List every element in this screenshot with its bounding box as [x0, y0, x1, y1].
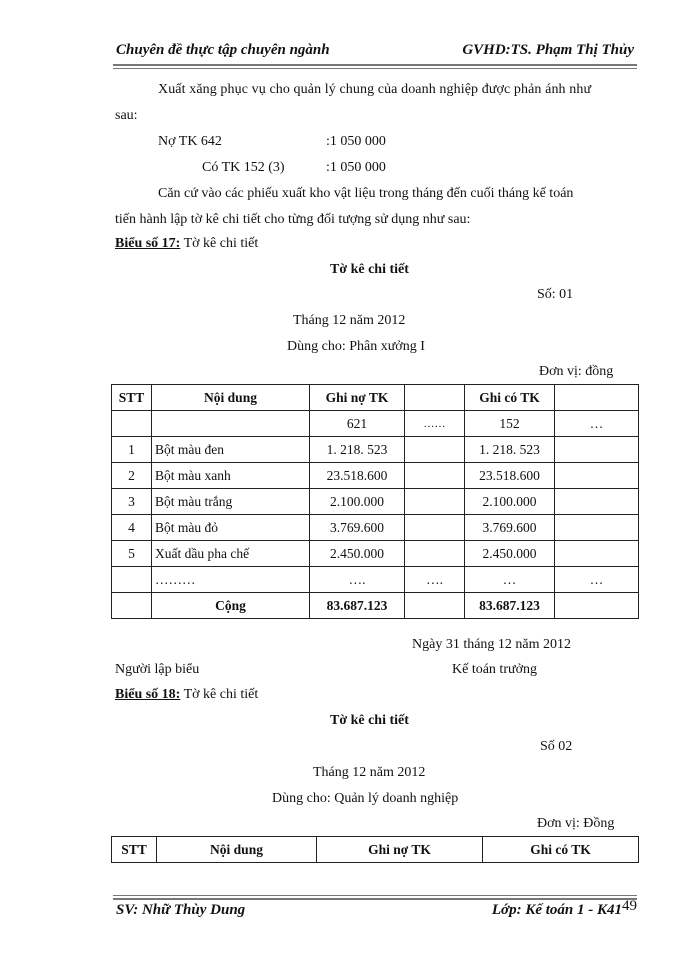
table-row	[112, 489, 639, 515]
table-cell: 2.450.000	[465, 541, 555, 567]
table-cell	[112, 411, 152, 437]
form18-label: Biểu số 18:	[115, 687, 181, 702]
total-label: Cộng	[152, 593, 310, 619]
table-row	[112, 463, 639, 489]
table-row	[112, 515, 639, 541]
total-debit: 83.687.123	[310, 593, 405, 619]
form17-preparer: Người lập biểu	[115, 662, 200, 677]
table-cell: 1	[112, 437, 152, 463]
table-cell: 1. 218. 523	[310, 437, 405, 463]
col-content: Nội dung	[157, 837, 317, 863]
col-credit: Ghi có TK	[483, 837, 639, 863]
table-row	[112, 567, 639, 593]
footer-rule-thick	[113, 898, 637, 900]
form18-month: Tháng 12 năm 2012	[313, 765, 426, 780]
table-cell: 23.518.600	[465, 463, 555, 489]
table-cell	[112, 567, 152, 593]
table-cell	[405, 593, 465, 619]
table-cell: ……	[405, 411, 465, 437]
form18-number: Số 02	[540, 739, 573, 754]
table-cell: 2.100.000	[310, 489, 405, 515]
col-stt: STT	[112, 385, 152, 411]
table-cell	[555, 515, 639, 541]
col-debit: Ghi nợ TK	[310, 385, 405, 411]
form17-number: Số: 01	[537, 287, 574, 302]
table-row	[112, 541, 639, 567]
footer-rule-thin	[113, 895, 637, 896]
form18-caption	[115, 687, 258, 703]
table-cell: 2.450.000	[310, 541, 405, 567]
entry-credit-label: Có TK 152 (3)	[202, 160, 285, 175]
form17-table	[111, 384, 639, 619]
table-cell: …	[465, 567, 555, 593]
table-cell	[405, 489, 465, 515]
table-cell	[405, 463, 465, 489]
table-cell: 152	[465, 411, 555, 437]
table-cell: Bột màu đỏ	[152, 515, 310, 541]
col-credit: Ghi có TK	[465, 385, 555, 411]
total-credit: 83.687.123	[465, 593, 555, 619]
table-cell: 3.769.600	[465, 515, 555, 541]
table-cell: Bột màu xanh	[152, 463, 310, 489]
table-cell: Bột màu trắng	[152, 489, 310, 515]
header-title: Chuyên đề thực tập chuyên ngành	[116, 42, 330, 58]
col-stt: STT	[112, 837, 157, 863]
table-cell	[152, 411, 310, 437]
entry-debit-value: :1 050 000	[326, 134, 386, 149]
col-content: Nội dung	[152, 385, 310, 411]
table-cell: 4	[112, 515, 152, 541]
header-rule-thick	[113, 64, 637, 66]
form17-used-for: Dùng cho: Phân xưởng I	[287, 339, 425, 354]
col-debit: Ghi nợ TK	[317, 837, 483, 863]
form17-label-desc: Tờ kê chi tiết	[180, 236, 259, 251]
page-number: 49	[622, 898, 637, 914]
form17-title: Tờ kê chi tiết	[330, 262, 409, 277]
table-cell	[555, 463, 639, 489]
table-cell: …	[555, 567, 639, 593]
entry-debit-label: Nợ TK 642	[158, 134, 222, 149]
table-cell	[112, 593, 152, 619]
table-cell	[405, 515, 465, 541]
table-cell: ….	[310, 567, 405, 593]
table-cell: 5	[112, 541, 152, 567]
table-cell	[555, 385, 639, 411]
paragraph-line: Xuất xăng phục vụ cho quản lý chung của doanh nghiệp được phản ánh như	[158, 82, 592, 97]
form18-label-desc: Tờ kê chi tiết	[180, 687, 259, 702]
paragraph-line: sau:	[115, 108, 138, 123]
table-cell	[405, 437, 465, 463]
table-cell	[405, 541, 465, 567]
form18-unit: Đơn vị: Đồng	[537, 816, 615, 831]
form18-table	[111, 836, 639, 863]
table-header-row	[112, 385, 639, 411]
form17-month: Tháng 12 năm 2012	[293, 313, 406, 328]
form17-chief-accountant: Kế toán trưởng	[452, 662, 537, 677]
table-cell: ….	[405, 567, 465, 593]
table-cell: 3.769.600	[310, 515, 405, 541]
table-cell: 2.100.000	[465, 489, 555, 515]
table-total-row	[112, 593, 639, 619]
table-cell	[405, 385, 465, 411]
footer-class: Lớp: Kế toán 1 - K41	[491, 902, 622, 918]
table-cell: Bột màu đen	[152, 437, 310, 463]
table-cell: 3	[112, 489, 152, 515]
form17-unit: Đơn vị: đồng	[539, 364, 614, 379]
table-cell	[555, 541, 639, 567]
paragraph-line: Căn cứ vào các phiếu xuất kho vật liệu trong tháng đến cuối tháng kế toán	[158, 186, 574, 201]
table-cell: 2	[112, 463, 152, 489]
entry-credit-value: :1 050 000	[326, 160, 386, 175]
form17-date: Ngày 31 tháng 12 năm 2012	[412, 637, 572, 652]
table-cell: 23.518.600	[310, 463, 405, 489]
header-rule-thin	[113, 68, 637, 69]
table-cell: …	[555, 411, 639, 437]
table-cell: 621	[310, 411, 405, 437]
form18-title: Tờ kê chi tiết	[330, 713, 409, 728]
footer-student: SV: Nhữ Thùy Dung	[116, 902, 246, 918]
table-cell	[555, 437, 639, 463]
table-cell: 1. 218. 523	[465, 437, 555, 463]
table-cell: Xuất dầu pha chế	[152, 541, 310, 567]
table-cell	[555, 489, 639, 515]
header-advisor: GVHD:TS. Phạm Thị Thủy	[462, 42, 634, 58]
table-row	[112, 437, 639, 463]
table-header-row	[112, 837, 639, 863]
table-cell: ………	[152, 567, 310, 593]
form17-caption	[115, 236, 258, 252]
table-subheader-row	[112, 411, 639, 437]
form18-used-for: Dùng cho: Quản lý doanh nghiệp	[272, 791, 459, 806]
paragraph-line: tiến hành lập tờ kê chi tiết cho từng đối tượng sử dụng như sau:	[115, 212, 471, 227]
table-cell	[555, 593, 639, 619]
form17-label: Biểu số 17:	[115, 236, 181, 251]
